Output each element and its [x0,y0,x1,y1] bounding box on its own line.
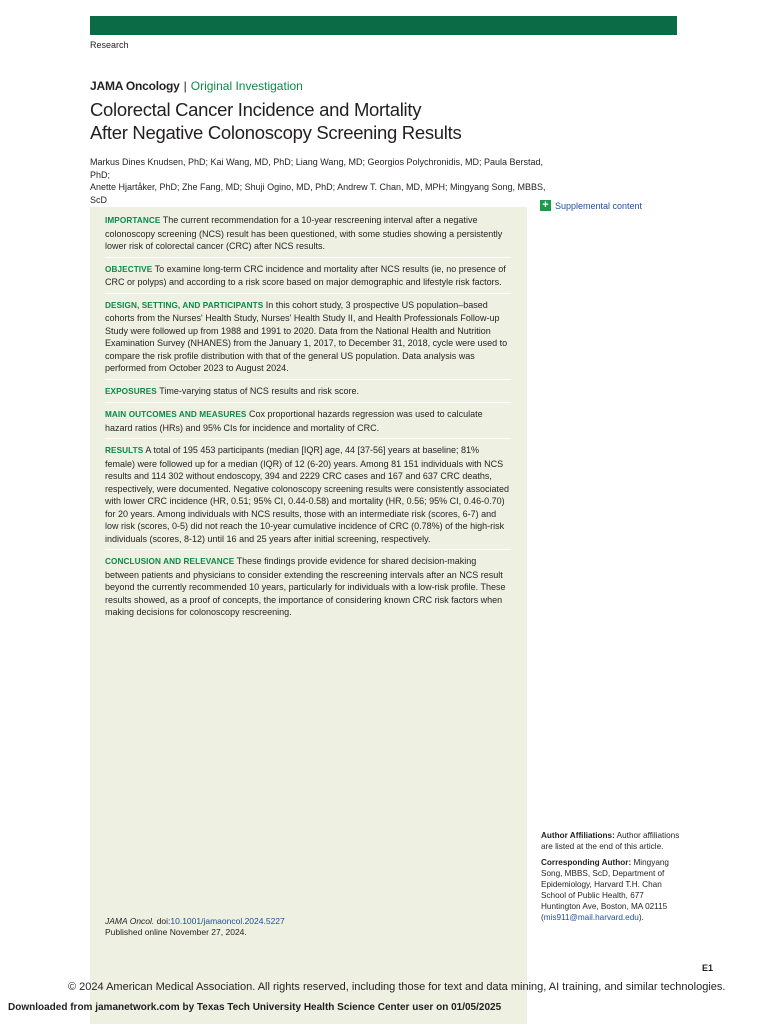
supplemental-label: Supplemental content [555,200,643,211]
author-list [90,156,550,206]
journal-abbreviation: JAMA Oncol. [105,916,155,926]
affiliations-text: Author affiliations are listed at the end of this article. [541,831,680,851]
supplemental-content-link[interactable] [540,200,642,211]
plus-icon: + [540,200,551,211]
abstract-text: Cox proportional hazards regression was used to calculate hazard ratios (HRs) and 95% CIs for incidence and mortality of CRC. [105,409,483,433]
corresponding-end: ). [638,913,644,922]
abstract-text: A total of 195 453 participants (median [IQR] age, 44 [37-56] years at baseline; 81% female) were followed up for a median (IQR) of 12 (6-20) years. Among 81 151 individuals with NCS results and 114 302 without endoscopy, 394 and 2229 CRC cases and 167 and 637 CRC deaths, respectively, were documented. Negative colonoscopy screening results were consistently associated with lower CRC incidence (HR, 0.51; 95% CI, 0.44-0.58) and mortality (HR, 0.56; 95% CI, 0.46-0.70) for 20 years. Among individuals with NCS results, those with an intermediate risk (scores, 6-7) and low risk (scores, 0-5) did not reach the 10-year cumulative incidence of CRC (0.78%) of the high-risk individuals (scores, 8-12) until 16 and 25 years after initial screening, respectively. [105,445,510,544]
abstract-heading: MAIN OUTCOMES AND MEASURES [105,410,247,419]
journal-line [90,79,303,93]
article-type[interactable]: Original Investigation [190,79,303,93]
author-line-1: Markus Dines Knudsen, PhD; Kai Wang, MD, PhD; Liang Wang, MD; Georgios Polychronidis, MD; Paula Berstad, PhD; [90,157,544,180]
abstract-heading: EXPOSURES [105,386,157,396]
abstract-heading: IMPORTANCE [105,216,161,225]
affiliations-label: Author Affiliations: [541,831,615,840]
citation-block [105,916,285,938]
abstract-section [105,555,511,623]
abstract-heading: RESULTS [105,446,144,455]
abstract-text: Time-varying status of NCS results and risk score. [159,385,359,396]
article-title [90,98,590,144]
section-label: Research [90,40,129,50]
abstract-text: To examine long-term CRC incidence and mortality after NCS results (ie, no presence of CRC or polyps) and according to a risk score based on major demographic and lifestyle risk factors. [105,263,506,287]
abstract-section [105,263,511,294]
abstract-section [105,385,511,404]
abstract-heading: OBJECTIVE [105,264,153,274]
abstract-heading: DESIGN, SETTING, AND PARTICIPANTS [105,300,264,310]
abstract-section [105,214,511,258]
journal-name: JAMA Oncology [90,79,180,93]
corresponding-label: Corresponding Author: [541,858,632,867]
author-affiliations [541,830,681,852]
download-notice: Downloaded from jamanetwork.com by Texas Tech University Health Science Center user on 01/05/2025 [8,1002,502,1013]
title-line-1: Colorectal Cancer Incidence and Mortality [90,99,422,120]
published-date: Published online November 27, 2024. [105,927,247,937]
author-line-2: Anette Hjartåker, PhD; Zhe Fang, MD; Shuji Ogino, MD, PhD; Andrew T. Chan, MD, MPH; Mingyang Song, MBBS, ScD [90,182,546,205]
corresponding-email-link[interactable]: mis911@mail.harvard.edu [543,913,639,922]
abstract-text: These findings provide evidence for shared decision-making between patients and physicians to consider extending the rescreening intervals after an NCS result beyond the currently recommended 10 years, particularly for individuals with a low-risk profile. These results showed, as a proof of concepts, the importance of considering known CRC risk factors when making decisions for colonoscopy rescreening. [105,556,506,617]
title-line-2: After Negative Colonoscopy Screening Results [90,122,462,143]
citation-doi-line [105,916,285,927]
abstract-text: The current recommendation for a 10-year rescreening interval after a negative colonoscopy screening (NCS) result has been questioned, with some studies showing a persistently lower risk of colorectal cancer (CRC) after NCS results. [105,215,503,251]
doi-prefix: doi: [154,916,171,926]
corresponding-text: Mingyang Song, MBBS, ScD, Department of Epidemiology, Harvard T.H. Chan School of Public Health, 677 Huntington Ave, Boston, MA 02115 ( [541,858,669,922]
abstract-section [105,444,511,550]
abstract-section [105,408,511,439]
doi-link[interactable]: 10.1001/jamaoncol.2024.5227 [170,916,285,926]
abstract-panel [90,207,527,1024]
abstract-heading: CONCLUSION AND RELEVANCE [105,557,235,566]
author-info-sidebar [541,830,681,928]
abstract-text: In this cohort study, 3 prospective US population–based cohorts from the Nurses' Health Study, Nurses' Health Study II, and Health Professionals Follow-up Study were followed up from 1988 and 1991 to 2020. Data from the National Health and Nutrition Examination Survey (NHANES) from the January 1, 2017, to December 31, 2018, cycle were used to compare the risk profile distribution with that of the general US population. Data analysis was performed from October 2023 to August 2024. [105,299,508,373]
journal-separator: | [183,79,187,93]
page-number: E1 [702,963,714,973]
abstract-content [105,214,511,628]
corresponding-author [541,857,681,923]
journal-color-bar [90,16,677,35]
abstract-section [105,299,511,380]
copyright-notice: © 2024 American Medical Association. All rights reserved, including those for text and data mining, AI training, and similar technologies. [68,981,726,993]
